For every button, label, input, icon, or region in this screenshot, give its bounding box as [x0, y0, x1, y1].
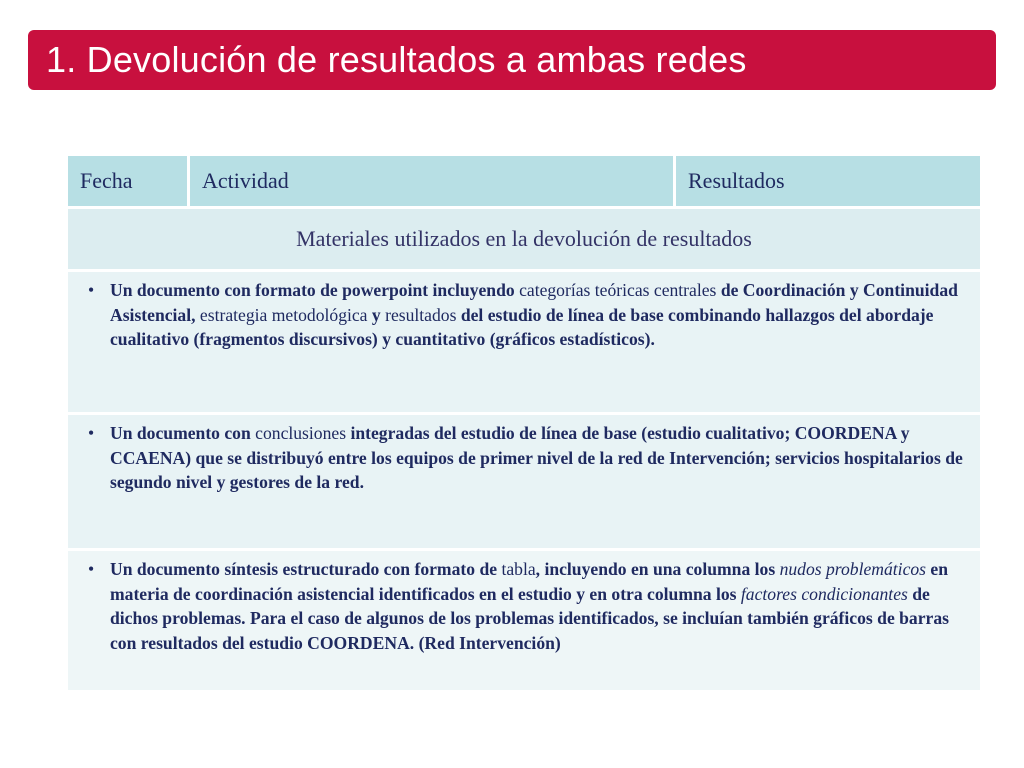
item-text: , incluyendo en una columna los: [535, 559, 780, 579]
item-text: Un documento síntesis estructurado con formato de: [110, 559, 498, 579]
item-text: estrategia metodológica: [195, 304, 372, 325]
list-item: [88, 278, 966, 352]
title-banner: [28, 30, 996, 90]
page-title: 1. Devolución de resultados a ambas redes: [46, 39, 747, 80]
item-cell: [68, 548, 980, 690]
table-row: [68, 412, 980, 548]
item-text: resultados: [380, 304, 461, 325]
item-text: de dichos problemas. Para el caso de algunos de los problemas identificados, se incluían también gráficos de barras con resultados del estudio COORDENA. (Red Intervención): [110, 583, 949, 653]
item-text: en materia de coordinación asistencial identificados en el estudio y en otra columna los: [110, 559, 949, 604]
item-text: integradas del estudio de línea de base (estudio cualitativo; COORDENA y CCAENA) que se distribuyó entre los equipos de primer nivel de la red de Intervención; servicios hospitalarios de segundo nivel y gestores de la red.: [110, 423, 963, 492]
table-header-row: [68, 156, 980, 206]
bullet-icon: •: [88, 423, 95, 443]
bullet-icon: •: [88, 280, 95, 300]
results-table: [68, 156, 980, 690]
item-text: conclusiones: [250, 423, 351, 443]
item-text: de Coordinación y Continuidad Asistencial,: [110, 280, 958, 325]
item-cell: [68, 412, 980, 548]
item-text: nudos problemáticos: [779, 559, 927, 579]
item-text: Un documento con: [110, 423, 251, 443]
item-text: Un documento con formato de powerpoint incluyendo: [110, 280, 515, 300]
header-actividad: Actividad: [190, 156, 676, 206]
item-text: del estudio de línea de base combinando hallazgos del abordaje cualitativo (fragmentos discursivos) y cuantitativo (gráficos estadísticos).: [110, 304, 934, 349]
subheader-row: [68, 206, 980, 269]
item-list: [80, 421, 966, 495]
item-cell: [68, 269, 980, 412]
item-text: factores condicionantes: [740, 583, 908, 604]
list-item: [88, 557, 966, 655]
item-text: tabla: [497, 559, 536, 579]
subheader-cell: Materiales utilizados en la devolución de resultados: [68, 206, 980, 269]
item-text: y: [371, 304, 381, 325]
item-list: [80, 278, 966, 352]
table-row: [68, 548, 980, 690]
item-list: [80, 557, 966, 655]
bullet-icon: •: [88, 559, 95, 579]
list-item: [88, 421, 966, 495]
table-row: [68, 269, 980, 412]
item-text: categorías teóricas centrales: [514, 280, 721, 300]
header-fecha: Fecha: [68, 156, 190, 206]
header-resultados: Resultados: [676, 156, 980, 206]
